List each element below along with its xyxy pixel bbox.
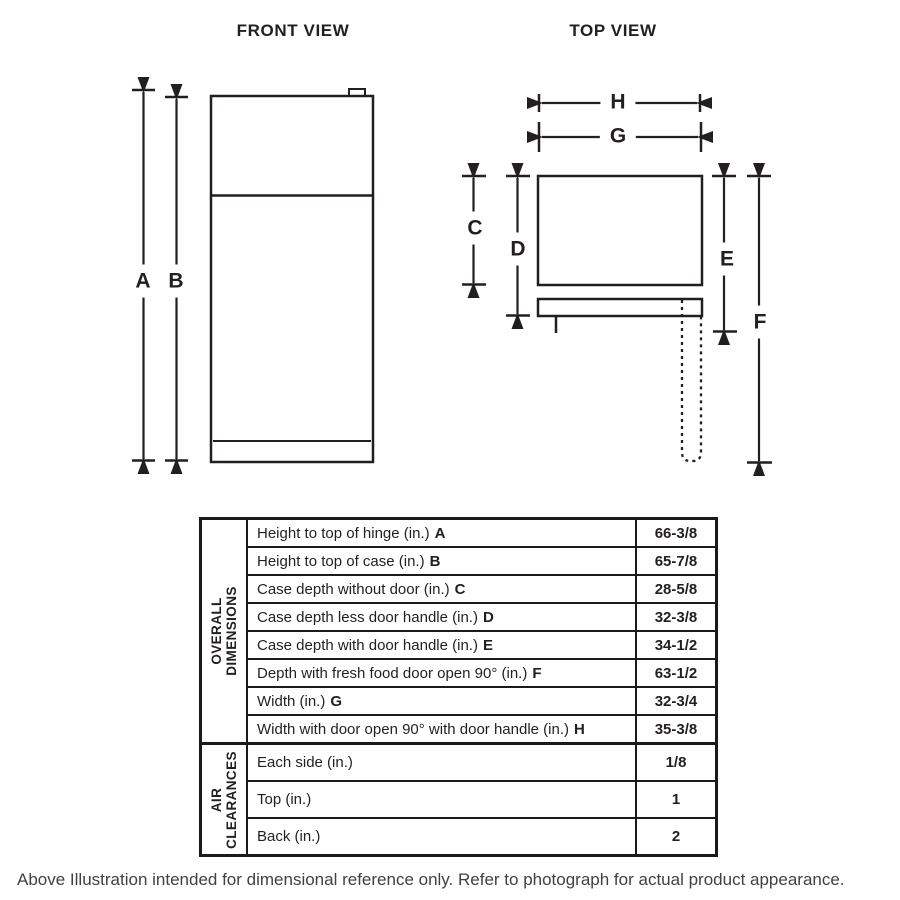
row-label: Case depth without door (in.) C xyxy=(257,580,466,598)
dim-label-d: D xyxy=(506,233,529,266)
table-row xyxy=(248,660,715,688)
fridge-front-outline xyxy=(211,96,373,462)
door-open-dashed-outline xyxy=(682,300,701,461)
dim-label-b: B xyxy=(164,265,187,298)
fridge-top-door-outline xyxy=(538,299,702,316)
table-row xyxy=(248,745,715,782)
row-label: Each side (in.) xyxy=(257,754,353,771)
row-value: 34-1/2 xyxy=(635,632,715,658)
row-value: 1 xyxy=(635,782,715,817)
section-header-air-clearances xyxy=(202,745,248,854)
dim-label-h: H xyxy=(600,90,635,115)
footer-disclaimer: Above Illustration intended for dimensional reference only. Refer to photograph for actual product appearance. xyxy=(17,870,845,889)
row-label: Case depth with door handle (in.) E xyxy=(257,636,493,654)
dimensions-table xyxy=(199,517,718,857)
row-value: 65-7/8 xyxy=(635,548,715,574)
section-header-line: OVERALL xyxy=(209,597,225,665)
row-value: 1/8 xyxy=(635,745,715,780)
section-header-line: DIMENSIONS xyxy=(224,586,240,676)
fridge-top-case-outline xyxy=(538,176,702,285)
top-view-drawing xyxy=(462,94,772,463)
top-view-title: TOP VIEW xyxy=(569,21,657,40)
section-header-overall-dimensions xyxy=(202,520,248,742)
table-row xyxy=(248,576,715,604)
table-row xyxy=(248,604,715,632)
row-label: Height to top of case (in.) B xyxy=(257,552,441,570)
table-section-overall-dimensions xyxy=(202,520,715,742)
table-section-air-clearances xyxy=(202,742,715,854)
section-header-line: CLEARANCES xyxy=(224,750,240,849)
dim-label-a: A xyxy=(131,265,154,298)
dim-label-g: G xyxy=(600,124,636,149)
table-row xyxy=(248,688,715,716)
dim-label-f: F xyxy=(750,306,771,339)
row-label: Top (in.) xyxy=(257,791,312,808)
row-value: 66-3/8 xyxy=(635,520,715,546)
row-label: Depth with fresh food door open 90° (in.) F xyxy=(257,664,542,682)
dim-label-c: C xyxy=(463,212,486,245)
table-row xyxy=(248,716,715,742)
row-label: Height to top of hinge (in.) A xyxy=(257,524,446,542)
row-value: 2 xyxy=(635,819,715,854)
row-label: Case depth less door handle (in.) D xyxy=(257,608,494,626)
table-row xyxy=(248,632,715,660)
row-value: 32-3/8 xyxy=(635,604,715,630)
row-value: 32-3/4 xyxy=(635,688,715,714)
table-row xyxy=(248,819,715,854)
section-header-line: AIR xyxy=(209,787,225,812)
table-row xyxy=(248,548,715,576)
row-label: Width with door open 90° with door handle (in.) H xyxy=(257,720,585,738)
row-label: Width (in.) G xyxy=(257,692,343,710)
row-value: 35-3/8 xyxy=(635,716,715,742)
row-value: 28-5/8 xyxy=(635,576,715,602)
row-value: 63-1/2 xyxy=(635,660,715,686)
row-label: Back (in.) xyxy=(257,828,321,845)
dim-label-e: E xyxy=(716,243,738,276)
table-row xyxy=(248,782,715,819)
front-view-title: FRONT VIEW xyxy=(236,21,350,40)
table-row xyxy=(248,520,715,548)
